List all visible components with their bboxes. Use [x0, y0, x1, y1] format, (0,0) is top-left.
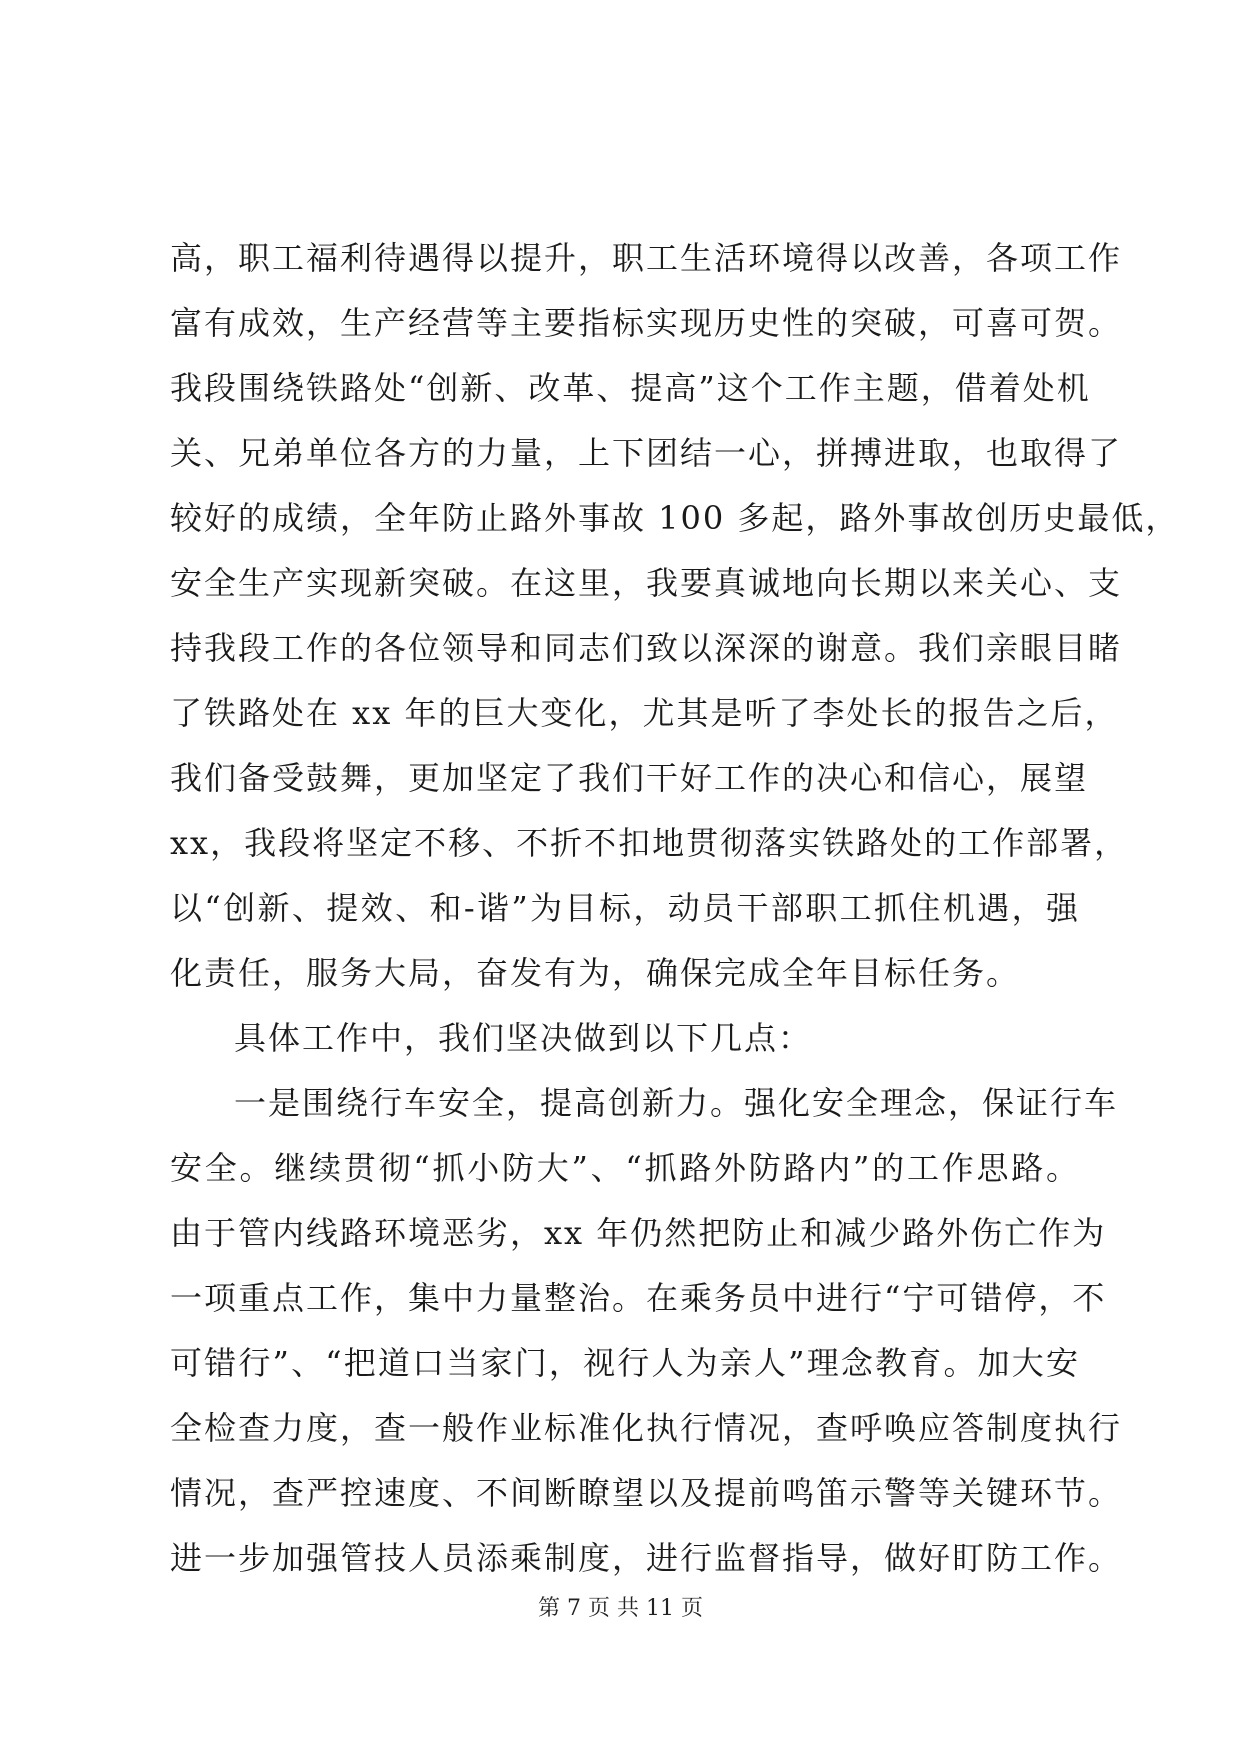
page-number-footer: 第 7 页 共 11 页	[538, 1596, 703, 1621]
text-line: 安全生产实现新突破。在这里，我要真诚地向长期以来关心、支	[170, 564, 1123, 602]
text-line: 化责任，服务大局，奋发有为，确保完成全年目标任务。	[170, 954, 1021, 992]
text-line: 具体工作中，我们坚决做到以下几点：	[234, 1019, 813, 1057]
text-line: 较好的成绩，全年防止路外事故 100 多起，路外事故创历史最低，	[170, 499, 1180, 537]
text-line: 了铁路处在 xx 年的巨大变化，尤其是听了李处长的报告之后，	[170, 694, 1119, 732]
text-line: 进一步加强管技人员添乘制度，进行监督指导，做好盯防工作。	[170, 1539, 1123, 1577]
text-line: 由于管内线路环境恶劣，xx 年仍然把防止和减少路外伤亡作为	[170, 1214, 1107, 1252]
text-line: 持我段工作的各位领导和同志们致以深深的谢意。我们亲眼目睹	[170, 629, 1123, 667]
body-text	[170, 226, 1180, 1591]
text-line: 一是围绕行车安全，提高创新力。强化安全理念，保证行车	[234, 1084, 1119, 1122]
text-line: 一项重点工作，集中力量整治。在乘务员中进行“宁可错停，不	[170, 1279, 1107, 1317]
text-line: 安全。继续贯彻“抓小防大”、“抓路外防路内”的工作思路。	[170, 1149, 1080, 1187]
text-line: 情况，查严控速度、不间断瞭望以及提前鸣笛示警等关键环节。	[170, 1474, 1123, 1512]
text-line: 高，职工福利待遇得以提升，职工生活环境得以改善，各项工作	[170, 239, 1123, 277]
text-line: 全检查力度，查一般作业标准化执行情况，查呼唤应答制度执行	[170, 1409, 1123, 1447]
text-line: 可错行”、“把道口当家门，视行人为亲人”理念教育。加大安	[170, 1344, 1080, 1382]
text-line: 富有成效，生产经营等主要指标实现历史性的突破，可喜可贺。	[170, 304, 1123, 342]
text-line: xx，我段将坚定不移、不折不扣地贯彻落实铁路处的工作部署，	[170, 824, 1129, 862]
text-line: 我段围绕铁路处“创新、改革、提高”这个工作主题，借着处机	[170, 369, 1091, 407]
text-line: 以“创新、提效、和-谐”为目标，动员干部职工抓住机遇，强	[170, 889, 1080, 927]
text-line: 我们备受鼓舞，更加坚定了我们干好工作的决心和信心，展望	[170, 759, 1089, 797]
text-line: 关、兄弟单位各方的力量，上下团结一心，拼搏进取，也取得了	[170, 434, 1123, 472]
